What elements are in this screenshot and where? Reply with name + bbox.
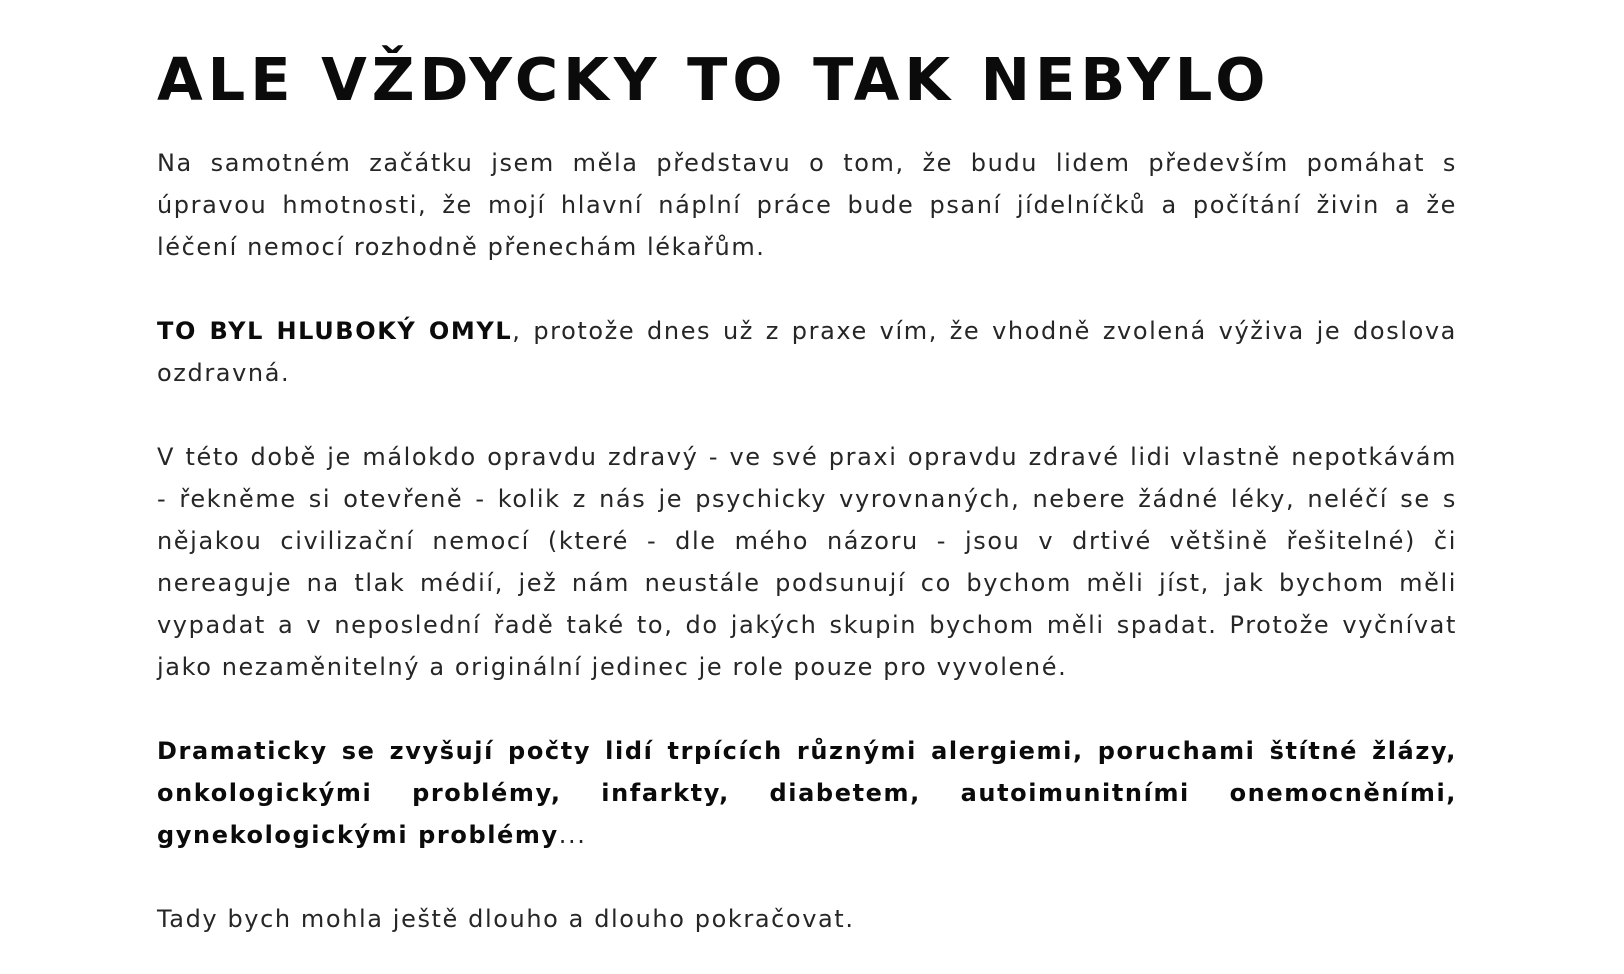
article-heading: ALE VŽDYCKY TO TAK NEBYLO: [157, 45, 1271, 114]
paragraph-health: V této době je málokdo opravdu zdravý - ve své praxi opravdu zdravé lidi vlastně nepotkávám - řekněme si otevřeně - kolik z nás je psychicky vyrovnaných, nebere žádné léky, neléčí se s nějakou civilizační nemocí (které - dle mého názoru - jsou v drtivé většině řešitelné) či nereaguje na tlak médií, jež nám neustále podsunují co bychom měli jíst, jak bychom měli vypadat a v neposlední řadě také to, do jakých skupin bychom měli spadat. Protože vyčnívat jako nezaměnitelný a originální jedinec je role pouze pro vyvolené.: [157, 443, 1457, 681]
diseases-emphasis: Dramaticky se zvyšují počty lidí trpících různými alergiemi, poruchami štítné žlázy, onkologickými problémy, infarkty, diabetem, autoimunitními onemocněními, gynekologickými problémy: [157, 737, 1457, 849]
paragraph-diseases: [157, 730, 1457, 856]
paragraph-intro: Na samotném začátku jsem měla představu o tom, že budu lidem především pomáhat s úpravou hmotnosti, že mojí hlavní náplní práce bude psaní jídelníčků a počítání živin a že léčení nemocí rozhodně přenechám lékařům.: [157, 149, 1457, 261]
mistake-text: , protože dnes už z praxe vím, že vhodně zvolená výživa je doslova ozdravná.: [157, 317, 1457, 387]
mistake-emphasis: TO BYL HLUBOKÝ OMYL: [157, 317, 513, 345]
paragraph-mistake: [157, 310, 1457, 394]
article: [157, 40, 1457, 940]
diseases-ellipsis: ...: [558, 821, 587, 849]
paragraph-closing: Tady bych mohla ještě dlouho a dlouho pokračovat.: [157, 905, 855, 933]
